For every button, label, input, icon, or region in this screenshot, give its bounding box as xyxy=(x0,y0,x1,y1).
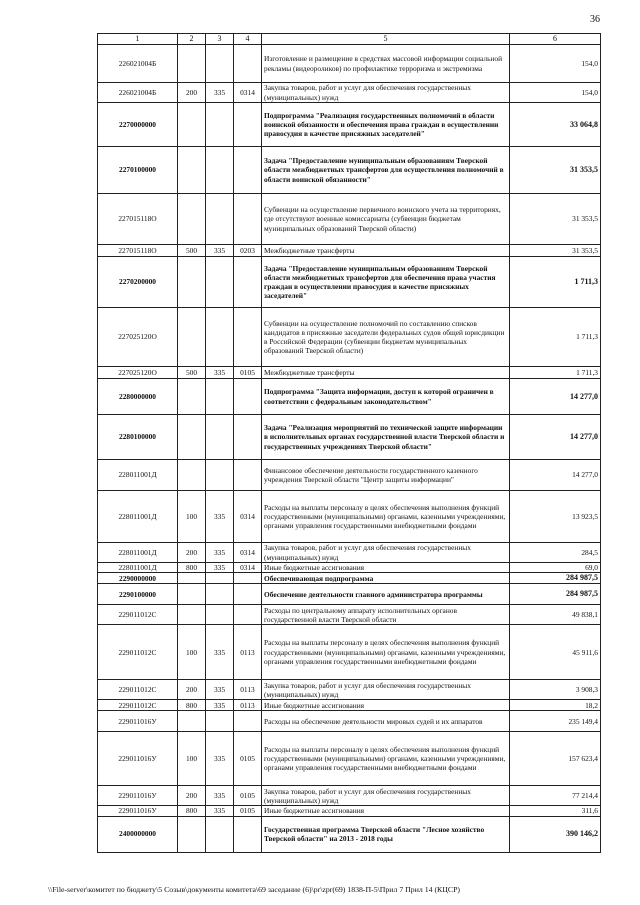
header-cell: 1 xyxy=(98,34,178,45)
description-cell: Расходы на выплаты персоналу в целях обеспечения выполнения функций государственными (муниципальными) органами, казенными учреждениями, органами управления государственными внебюджетными фондами xyxy=(262,491,510,543)
department-cell: 335 xyxy=(206,680,234,700)
table-row xyxy=(98,308,601,367)
expense-type-cell: 100 xyxy=(178,491,206,543)
description-cell: Подпрограмма "Реализация государственных полномочий в области воинской обязанности и обеспечения права граждан в осуществлении правосудия в качестве присяжных заседателей" xyxy=(262,103,510,147)
table-row xyxy=(98,573,601,584)
table-row xyxy=(98,194,601,245)
amount-cell: 14 277,0 xyxy=(510,415,601,460)
table-body xyxy=(98,45,601,853)
section-cell xyxy=(234,460,262,491)
amount-cell: 45 911,6 xyxy=(510,625,601,680)
code-cell: 2270100000 xyxy=(98,147,178,194)
amount-cell: 49 838,1 xyxy=(510,605,601,625)
department-cell xyxy=(206,257,234,308)
table-row xyxy=(98,83,601,103)
amount-cell: 311,6 xyxy=(510,806,601,816)
table-row xyxy=(98,625,601,680)
department-cell xyxy=(206,460,234,491)
table-row xyxy=(98,257,601,308)
amount-cell: 13 923,5 xyxy=(510,491,601,543)
amount-cell: 157 623,4 xyxy=(510,732,601,786)
expense-type-cell: 800 xyxy=(178,700,206,711)
expense-type-cell: 200 xyxy=(178,83,206,103)
department-cell: 335 xyxy=(206,625,234,680)
description-cell: Обеспечение деятельности главного администратора программы xyxy=(262,584,510,605)
description-cell: Изготовление и размещение в средствах массовой информации социальной рекламы (видеороликов) по профилактике терроризма и экстремизма xyxy=(262,45,510,83)
section-cell: 0314 xyxy=(234,563,262,573)
table-row xyxy=(98,147,601,194)
code-cell: 228011001Д xyxy=(98,491,178,543)
table-row xyxy=(98,460,601,491)
code-cell: 2400000000 xyxy=(98,816,178,852)
header-cell: 2 xyxy=(178,34,206,45)
table-row xyxy=(98,732,601,786)
table-row xyxy=(98,711,601,732)
budget-table xyxy=(97,33,601,853)
expense-type-cell: 200 xyxy=(178,786,206,806)
section-cell xyxy=(234,257,262,308)
section-cell: 0113 xyxy=(234,625,262,680)
table-row xyxy=(98,45,601,83)
expense-type-cell xyxy=(178,379,206,415)
code-cell: 229011012С xyxy=(98,625,178,680)
header-cell: 5 xyxy=(262,34,510,45)
description-cell: Подпрограмма "Защита информации, доступ к которой ограничен в соответствии с федеральным законодательством" xyxy=(262,379,510,415)
amount-cell: 1 711,3 xyxy=(510,367,601,379)
expense-type-cell: 200 xyxy=(178,680,206,700)
code-cell: 229011012С xyxy=(98,680,178,700)
description-cell: Задача "Предоставление муниципальным образованиям Тверской области межбюджетных трансфертов для осуществления полномочий в области воинской обязанности" xyxy=(262,147,510,194)
department-cell: 335 xyxy=(206,367,234,379)
description-cell: Закупка товаров, работ и услуг для обеспечения государственных (муниципальных) нужд xyxy=(262,786,510,806)
code-cell: 228011001Д xyxy=(98,563,178,573)
section-cell xyxy=(234,103,262,147)
amount-cell: 14 277,0 xyxy=(510,460,601,491)
amount-cell: 69,0 xyxy=(510,563,601,573)
section-cell xyxy=(234,711,262,732)
code-cell: 227015118О xyxy=(98,194,178,245)
description-cell: Расходы на обеспечение деятельности мировых судей и их аппаратов xyxy=(262,711,510,732)
description-cell: Иные бюджетные ассигнования xyxy=(262,563,510,573)
code-cell: 227015118О xyxy=(98,245,178,257)
description-cell: Закупка товаров, работ и услуг для обеспечения государственных (муниципальных) нужд xyxy=(262,680,510,700)
description-cell: Межбюджетные трансферты xyxy=(262,245,510,257)
code-cell: 226021004Б xyxy=(98,83,178,103)
description-cell: Обеспечивающая подпрограмма xyxy=(262,573,510,584)
section-cell xyxy=(234,573,262,584)
department-cell xyxy=(206,308,234,367)
department-cell xyxy=(206,103,234,147)
table-row xyxy=(98,816,601,852)
expense-type-cell: 800 xyxy=(178,806,206,816)
amount-cell: 1 711,3 xyxy=(510,257,601,308)
section-cell: 0105 xyxy=(234,732,262,786)
header-cell: 6 xyxy=(510,34,601,45)
amount-cell: 3 908,3 xyxy=(510,680,601,700)
description-cell: Расходы на выплаты персоналу в целях обеспечения выполнения функций государственными (муниципальными) органами, казенными учреждениями, органами управления государственными внебюджетными фондами xyxy=(262,625,510,680)
code-cell: 228011001Д xyxy=(98,543,178,563)
table-row xyxy=(98,415,601,460)
department-cell xyxy=(206,194,234,245)
section-cell: 0105 xyxy=(234,806,262,816)
code-cell: 2290100000 xyxy=(98,584,178,605)
header-cell: 4 xyxy=(234,34,262,45)
section-cell xyxy=(234,816,262,852)
table-row xyxy=(98,379,601,415)
expense-type-cell xyxy=(178,460,206,491)
department-cell xyxy=(206,147,234,194)
department-cell xyxy=(206,573,234,584)
amount-cell: 154,0 xyxy=(510,45,601,83)
description-cell: Расходы на выплаты персоналу в целях обеспечения выполнения функций государственными (муниципальными) органами, казенными учреждениями, органами управления государственными внебюджетными фондами xyxy=(262,732,510,786)
description-cell: Задача "Реализация мероприятий по технической защите информации в исполнительных органах государственной власти Тверской области и государственных учреждениях Тверской области" xyxy=(262,415,510,460)
expense-type-cell: 800 xyxy=(178,563,206,573)
code-cell: 229011016У xyxy=(98,711,178,732)
code-cell: 229011012С xyxy=(98,700,178,711)
expense-type-cell xyxy=(178,257,206,308)
table-row xyxy=(98,543,601,563)
amount-cell: 1 711,3 xyxy=(510,308,601,367)
amount-cell: 390 146,2 xyxy=(510,816,601,852)
expense-type-cell xyxy=(178,605,206,625)
expense-type-cell xyxy=(178,816,206,852)
expense-type-cell: 500 xyxy=(178,245,206,257)
section-cell: 0113 xyxy=(234,680,262,700)
table-row xyxy=(98,605,601,625)
table-row xyxy=(98,103,601,147)
expense-type-cell xyxy=(178,147,206,194)
description-cell: Задача "Предоставление муниципальным образованиям Тверской области межбюджетных трансфертов для обеспечения права участия граждан в осуществлении правосудия в качестве присяжных заседателей" xyxy=(262,257,510,308)
table-row xyxy=(98,786,601,806)
section-cell: 0105 xyxy=(234,786,262,806)
amount-cell: 33 064,8 xyxy=(510,103,601,147)
amount-cell: 14 277,0 xyxy=(510,379,601,415)
file-path-footer: \\File-server\комитет по бюджету\5 Созыв\документы комитета\69 заседание (6)\pr\zpr(69) 1838-П-5\Прил 7 Прил 14 (КЦСР) xyxy=(48,885,461,894)
expense-type-cell xyxy=(178,194,206,245)
amount-cell: 284 987,5 xyxy=(510,584,601,605)
department-cell: 335 xyxy=(206,543,234,563)
code-cell: 2280000000 xyxy=(98,379,178,415)
description-cell: Субвенции на осуществление полномочий по составлению списков кандидатов в присяжные заседатели федеральных судов общей юрисдикции в Российской Федерации (субвенции бюджетам муниципальных образований Тверской области) xyxy=(262,308,510,367)
description-cell: Государственная программа Тверской области "Лесное хозяйство Тверской области" на 2013 - 2018 годы xyxy=(262,816,510,852)
amount-cell: 18,2 xyxy=(510,700,601,711)
expense-type-cell xyxy=(178,584,206,605)
code-cell: 2280100000 xyxy=(98,415,178,460)
description-cell: Иные бюджетные ассигнования xyxy=(262,700,510,711)
amount-cell: 77 214,4 xyxy=(510,786,601,806)
section-cell xyxy=(234,45,262,83)
expense-type-cell xyxy=(178,415,206,460)
amount-cell: 31 353,5 xyxy=(510,147,601,194)
department-cell: 335 xyxy=(206,786,234,806)
description-cell: Иные бюджетные ассигнования xyxy=(262,806,510,816)
department-cell: 335 xyxy=(206,700,234,711)
department-cell xyxy=(206,605,234,625)
description-cell: Субвенции на осуществление первичного воинского учета на территориях, где отсутствуют военные комиссариаты (субвенции бюджетам муниципальных образований Тверской области) xyxy=(262,194,510,245)
code-cell: 227025120О xyxy=(98,367,178,379)
code-cell: 2290000000 xyxy=(98,573,178,584)
department-cell: 335 xyxy=(206,491,234,543)
code-cell: 226021004Б xyxy=(98,45,178,83)
table-row xyxy=(98,584,601,605)
section-cell xyxy=(234,147,262,194)
amount-cell: 284 987,5 xyxy=(510,573,601,584)
department-cell xyxy=(206,711,234,732)
code-cell: 2270200000 xyxy=(98,257,178,308)
section-cell: 0314 xyxy=(234,543,262,563)
department-cell xyxy=(206,816,234,852)
table-row xyxy=(98,700,601,711)
description-cell: Финансовое обеспечение деятельности государственного казенного учреждения Тверской области "Центр защиты информации" xyxy=(262,460,510,491)
expense-type-cell xyxy=(178,573,206,584)
table-row xyxy=(98,245,601,257)
expense-type-cell: 100 xyxy=(178,625,206,680)
table-row xyxy=(98,680,601,700)
code-cell: 228011001Д xyxy=(98,460,178,491)
department-cell: 335 xyxy=(206,563,234,573)
section-cell: 0314 xyxy=(234,491,262,543)
amount-cell: 31 353,5 xyxy=(510,194,601,245)
table-header-row xyxy=(98,34,601,45)
code-cell: 2270000000 xyxy=(98,103,178,147)
description-cell: Межбюджетные трансферты xyxy=(262,367,510,379)
amount-cell: 284,5 xyxy=(510,543,601,563)
code-cell: 229011012С xyxy=(98,605,178,625)
table-row xyxy=(98,563,601,573)
expense-type-cell xyxy=(178,711,206,732)
description-cell: Закупка товаров, работ и услуг для обеспечения государственных (муниципальных) нужд xyxy=(262,543,510,563)
amount-cell: 31 353,5 xyxy=(510,245,601,257)
section-cell xyxy=(234,194,262,245)
section-cell xyxy=(234,308,262,367)
expense-type-cell: 100 xyxy=(178,732,206,786)
expense-type-cell: 500 xyxy=(178,367,206,379)
description-cell: Закупка товаров, работ и услуг для обеспечения государственных (муниципальных) нужд xyxy=(262,83,510,103)
section-cell: 0105 xyxy=(234,367,262,379)
code-cell: 229011016У xyxy=(98,806,178,816)
section-cell xyxy=(234,605,262,625)
section-cell: 0314 xyxy=(234,83,262,103)
expense-type-cell xyxy=(178,103,206,147)
expense-type-cell: 200 xyxy=(178,543,206,563)
table-row xyxy=(98,491,601,543)
department-cell: 335 xyxy=(206,245,234,257)
section-cell xyxy=(234,379,262,415)
expense-type-cell xyxy=(178,308,206,367)
code-cell: 227025120О xyxy=(98,308,178,367)
expense-type-cell xyxy=(178,45,206,83)
section-cell: 0203 xyxy=(234,245,262,257)
department-cell xyxy=(206,45,234,83)
department-cell: 335 xyxy=(206,732,234,786)
header-cell: 3 xyxy=(206,34,234,45)
table-row xyxy=(98,806,601,816)
description-cell: Расходы по центральному аппарату исполнительных органов государственной власти Тверской области xyxy=(262,605,510,625)
code-cell: 229011016У xyxy=(98,732,178,786)
page-number: 36 xyxy=(590,14,600,25)
department-cell: 335 xyxy=(206,83,234,103)
section-cell xyxy=(234,584,262,605)
section-cell: 0113 xyxy=(234,700,262,711)
section-cell xyxy=(234,415,262,460)
department-cell xyxy=(206,379,234,415)
amount-cell: 154,0 xyxy=(510,83,601,103)
table-row xyxy=(98,367,601,379)
department-cell xyxy=(206,584,234,605)
amount-cell: 235 149,4 xyxy=(510,711,601,732)
code-cell: 229011016У xyxy=(98,786,178,806)
department-cell: 335 xyxy=(206,806,234,816)
department-cell xyxy=(206,415,234,460)
